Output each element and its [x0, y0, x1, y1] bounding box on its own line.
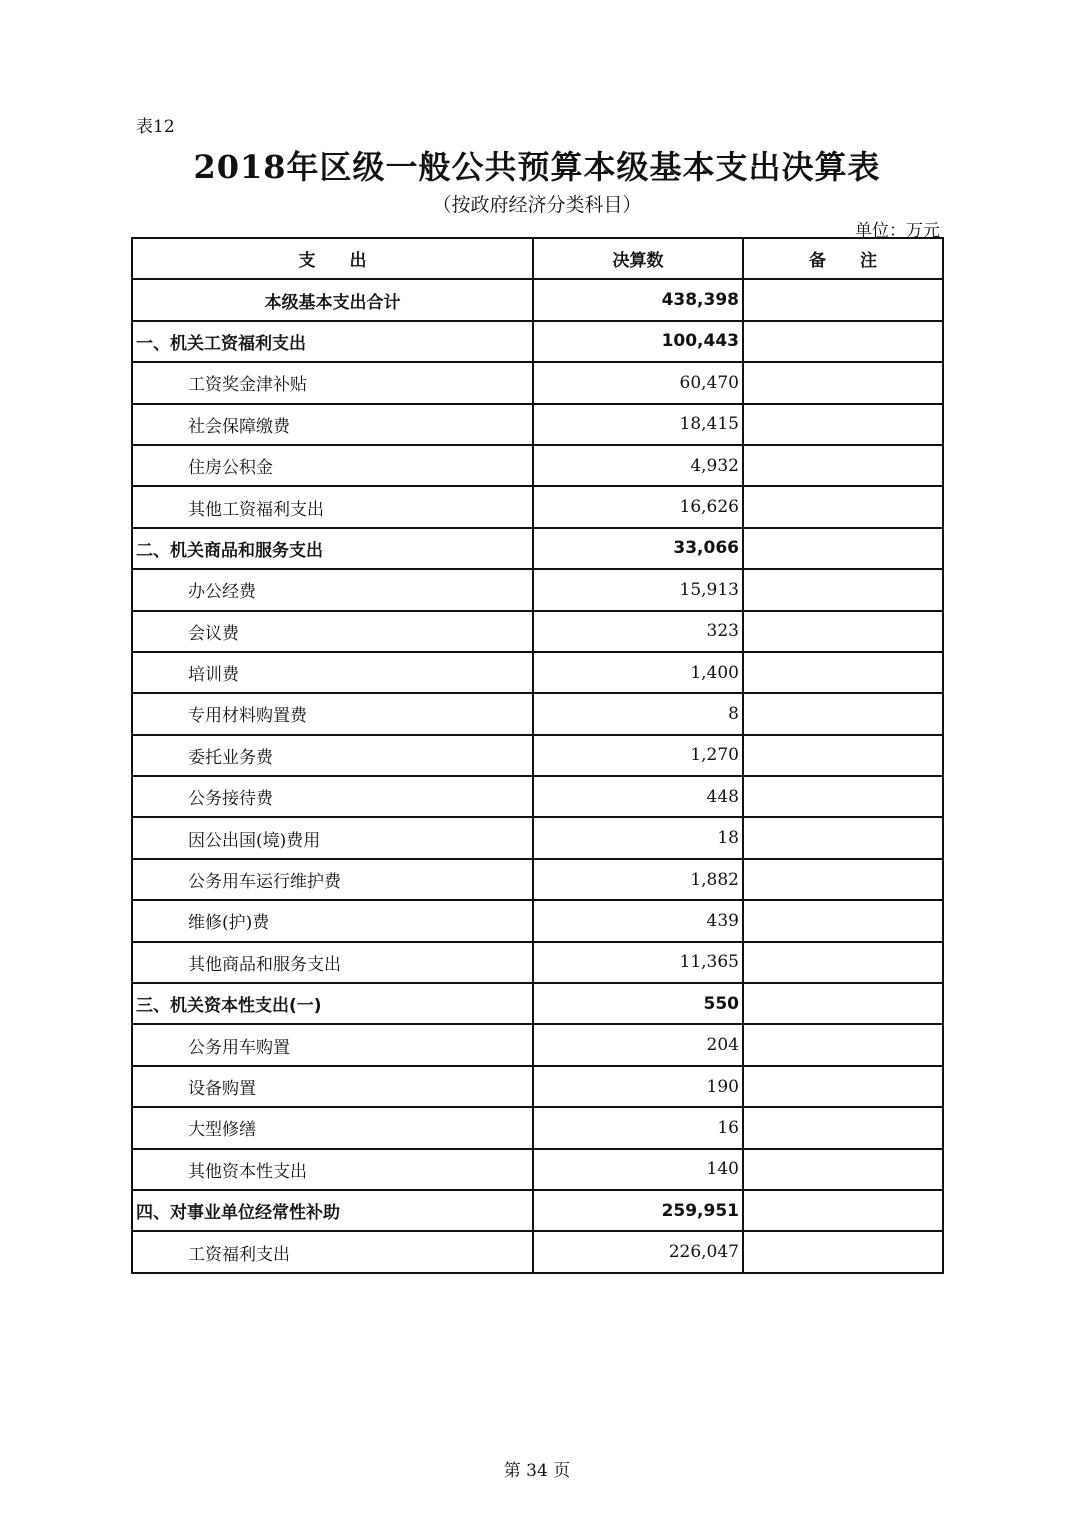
- table-row: [132, 279, 943, 320]
- column-header-expenditure: 支 出: [132, 238, 533, 279]
- row-category: 设备购置: [132, 1066, 533, 1107]
- row-category: 四、对事业单位经常性补助: [132, 1190, 533, 1231]
- row-category: 本级基本支出合计: [132, 279, 533, 320]
- row-amount: 439: [533, 900, 743, 941]
- row-category: 维修(护)费: [132, 900, 533, 941]
- row-amount: 1,400: [533, 652, 743, 693]
- table-row: [132, 942, 943, 983]
- row-note: [743, 1024, 943, 1065]
- table-row: [132, 528, 943, 569]
- row-note: [743, 900, 943, 941]
- row-category: 委托业务费: [132, 735, 533, 776]
- row-amount: 18,415: [533, 404, 743, 445]
- row-amount: 1,882: [533, 859, 743, 900]
- row-note: [743, 569, 943, 610]
- row-category: 专用材料购置费: [132, 693, 533, 734]
- table-row: [132, 445, 943, 486]
- row-category: 大型修缮: [132, 1107, 533, 1148]
- row-note: [743, 321, 943, 362]
- table-row: [132, 404, 943, 445]
- row-amount: 226,047: [533, 1231, 743, 1272]
- table-row: [132, 735, 943, 776]
- row-amount: 100,443: [533, 321, 743, 362]
- row-note: [743, 652, 943, 693]
- row-note: [743, 404, 943, 445]
- page-number: 第 34 页: [503, 1461, 571, 1481]
- row-note: [743, 486, 943, 527]
- row-note: [743, 817, 943, 858]
- row-amount: 15,913: [533, 569, 743, 610]
- row-category: 公务接待费: [132, 776, 533, 817]
- row-category: 住房公积金: [132, 445, 533, 486]
- row-note: [743, 1149, 943, 1190]
- row-category: 其他商品和服务支出: [132, 942, 533, 983]
- table-number: 表12: [136, 117, 175, 137]
- table-row: [132, 1107, 943, 1148]
- row-note: [743, 1066, 943, 1107]
- table-header-row: [132, 238, 943, 279]
- table-row: [132, 652, 943, 693]
- row-amount: 140: [533, 1149, 743, 1190]
- row-category: 工资奖金津补贴: [132, 362, 533, 403]
- row-category: 会议费: [132, 611, 533, 652]
- row-amount: 448: [533, 776, 743, 817]
- row-note: [743, 1231, 943, 1272]
- row-category: 一、机关工资福利支出: [132, 321, 533, 362]
- row-amount: 4,932: [533, 445, 743, 486]
- row-category: 办公经费: [132, 569, 533, 610]
- unit-label: 单位：万元: [855, 221, 940, 241]
- table-row: [132, 900, 943, 941]
- table-row: [132, 1149, 943, 1190]
- row-category: 因公出国(境)费用: [132, 817, 533, 858]
- row-amount: 16: [533, 1107, 743, 1148]
- row-note: [743, 859, 943, 900]
- row-amount: 438,398: [533, 279, 743, 320]
- row-amount: 550: [533, 983, 743, 1024]
- row-note: [743, 776, 943, 817]
- row-category: 二、机关商品和服务支出: [132, 528, 533, 569]
- row-amount: 259,951: [533, 1190, 743, 1231]
- row-category: 公务用车购置: [132, 1024, 533, 1065]
- row-amount: 60,470: [533, 362, 743, 403]
- row-note: [743, 735, 943, 776]
- row-note: [743, 942, 943, 983]
- row-note: [743, 611, 943, 652]
- row-amount: 323: [533, 611, 743, 652]
- row-note: [743, 1190, 943, 1231]
- row-category: 三、机关资本性支出(一): [132, 983, 533, 1024]
- page-title: 2018年区级一般公共预算本级基本支出决算表: [193, 148, 881, 186]
- row-note: [743, 528, 943, 569]
- table-row: [132, 1066, 943, 1107]
- table-row: [132, 776, 943, 817]
- row-amount: 204: [533, 1024, 743, 1065]
- column-header-note: 备 注: [743, 238, 943, 279]
- row-amount: 16,626: [533, 486, 743, 527]
- row-category: 其他工资福利支出: [132, 486, 533, 527]
- table-row: [132, 859, 943, 900]
- table-row: [132, 321, 943, 362]
- row-category: 工资福利支出: [132, 1231, 533, 1272]
- row-amount: 11,365: [533, 942, 743, 983]
- row-amount: 1,270: [533, 735, 743, 776]
- table-row: [132, 983, 943, 1024]
- row-amount: 8: [533, 693, 743, 734]
- row-category: 培训费: [132, 652, 533, 693]
- page-subtitle: （按政府经济分类科目）: [432, 194, 642, 216]
- table-row: [132, 611, 943, 652]
- row-note: [743, 279, 943, 320]
- table-row: [132, 1190, 943, 1231]
- row-category: 其他资本性支出: [132, 1149, 533, 1190]
- table-body: [132, 279, 943, 1272]
- row-note: [743, 983, 943, 1024]
- table-row: [132, 486, 943, 527]
- row-note: [743, 693, 943, 734]
- row-note: [743, 362, 943, 403]
- row-amount: 33,066: [533, 528, 743, 569]
- row-amount: 18: [533, 817, 743, 858]
- table-row: [132, 693, 943, 734]
- table-row: [132, 1024, 943, 1065]
- table-row: [132, 569, 943, 610]
- row-category: 社会保障缴费: [132, 404, 533, 445]
- row-note: [743, 445, 943, 486]
- table-row: [132, 362, 943, 403]
- row-note: [743, 1107, 943, 1148]
- row-category: 公务用车运行维护费: [132, 859, 533, 900]
- table-row: [132, 817, 943, 858]
- expenditure-table: [131, 237, 944, 1274]
- table-row: [132, 1231, 943, 1272]
- row-amount: 190: [533, 1066, 743, 1107]
- column-header-amount: 决算数: [533, 238, 743, 279]
